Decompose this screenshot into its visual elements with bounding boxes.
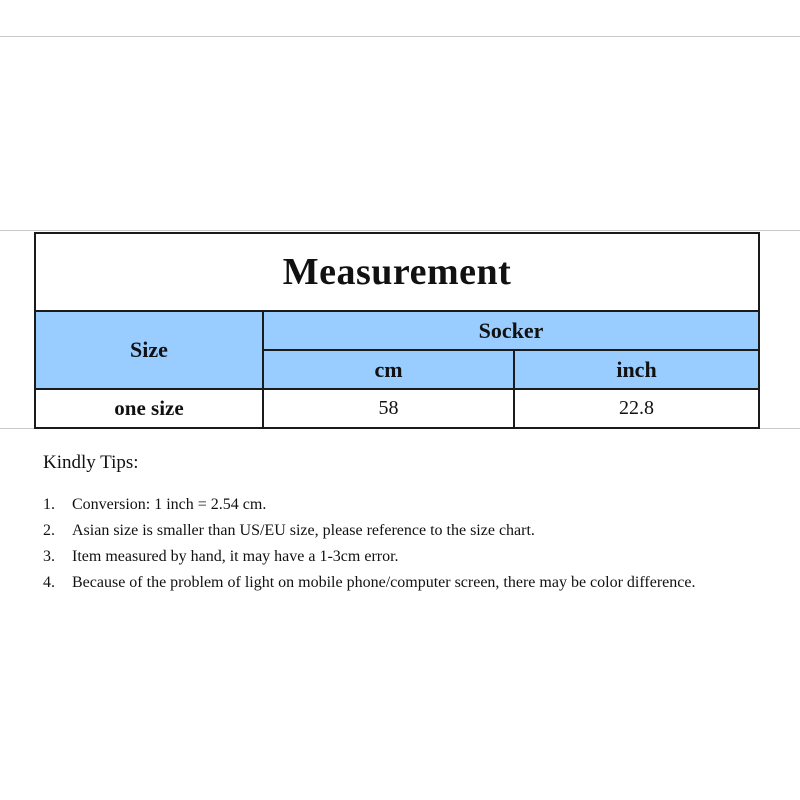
- size-value: one size: [35, 389, 263, 428]
- list-item: [43, 518, 743, 544]
- table-row: [35, 389, 759, 428]
- top-divider: [0, 36, 800, 37]
- socker-header: Socker: [263, 311, 759, 350]
- tips-list: [43, 492, 743, 596]
- list-text: Asian size is smaller than US/EU size, please reference to the size chart.: [72, 522, 535, 539]
- list-text: Because of the problem of light on mobile phone/computer screen, there may be color difference.: [72, 574, 696, 591]
- table-title: Measurement: [35, 233, 759, 311]
- cm-header: cm: [263, 350, 514, 389]
- list-item: [43, 492, 743, 518]
- cm-value: 58: [263, 389, 514, 428]
- size-header: Size: [35, 311, 263, 389]
- list-item: [43, 570, 743, 596]
- kindly-tips: [43, 452, 743, 596]
- tips-heading: Kindly Tips:: [43, 452, 139, 473]
- list-text: Item measured by hand, it may have a 1-3cm error.: [72, 548, 399, 565]
- middle-divider: [0, 230, 800, 231]
- list-item: [43, 544, 743, 570]
- list-number: 3.: [43, 548, 55, 565]
- list-number: 4.: [43, 574, 55, 591]
- inch-header: inch: [514, 350, 759, 389]
- list-text: Conversion: 1 inch = 2.54 cm.: [72, 496, 267, 513]
- list-number: 2.: [43, 522, 55, 539]
- list-number: 1.: [43, 496, 55, 513]
- inch-value: 22.8: [514, 389, 759, 428]
- size-chart-table: [34, 232, 760, 429]
